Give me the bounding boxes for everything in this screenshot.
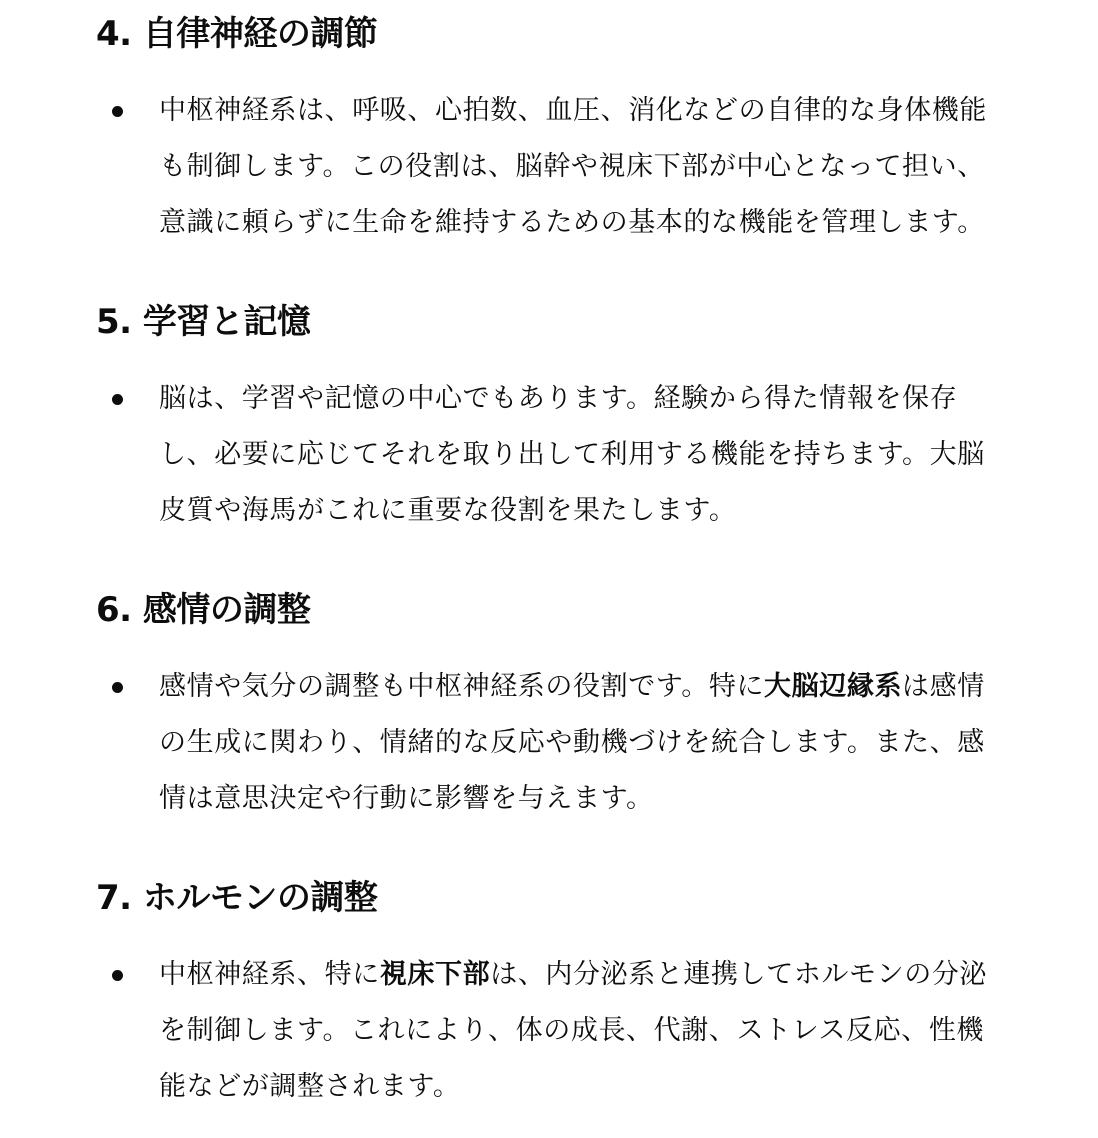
paragraph-line: 脳は、学習や記憶の中心でもあります。経験から得た情報を保存 bbox=[159, 383, 958, 414]
paragraph-line: の生成に関わり、情緒的な反応や動機づけを統合します。また、感 bbox=[159, 727, 985, 758]
paragraph-line bbox=[159, 947, 1059, 1003]
bullet-icon bbox=[112, 106, 123, 117]
text-run: は感情 bbox=[902, 671, 985, 702]
section-paragraph bbox=[159, 83, 1059, 251]
paragraph-line: を制御します。これにより、体の成長、代謝、ストレス反応、性機 bbox=[159, 1015, 985, 1046]
section-heading: 4. 自律神経の調節 bbox=[96, 14, 378, 54]
text-run: は、内分泌系と連携してホルモンの分泌 bbox=[490, 959, 988, 990]
section-paragraph bbox=[159, 371, 1059, 539]
text-run: 感情や気分の調整も中枢神経系の役割です。特に bbox=[159, 671, 765, 702]
section-paragraph bbox=[159, 659, 1059, 827]
text-run: 中枢神経系、特に bbox=[159, 959, 380, 990]
paragraph-line: 中枢神経系は、呼吸、心拍数、血圧、消化などの自律的な身体機能 bbox=[159, 95, 987, 126]
bold-term-limbic-system: 大脳辺縁系 bbox=[764, 671, 903, 702]
paragraph-line: 情は意思決定や行動に影響を与えます。 bbox=[159, 783, 654, 814]
paragraph-line: 意識に頼らずに生命を維持するための基本的な機能を管理します。 bbox=[159, 207, 985, 238]
section-paragraph bbox=[159, 947, 1059, 1115]
paragraph-line: し、必要に応じてそれを取り出して利用する機能を持ちます。大脳 bbox=[159, 439, 985, 470]
paragraph-line bbox=[159, 659, 1059, 715]
paragraph-line: も制御します。この役割は、脳幹や視床下部が中心となって担い、 bbox=[159, 151, 985, 182]
bullet-icon bbox=[112, 970, 123, 981]
paragraph-line: 能などが調整されます。 bbox=[159, 1071, 461, 1102]
bullet-icon bbox=[112, 682, 123, 693]
bold-term-hypothalamus: 視床下部 bbox=[379, 959, 491, 990]
section-heading: 5. 学習と記憶 bbox=[96, 302, 311, 342]
section-heading: 6. 感情の調整 bbox=[96, 590, 311, 630]
bullet-icon bbox=[112, 394, 123, 405]
section-heading: 7. ホルモンの調整 bbox=[96, 878, 378, 918]
paragraph-line: 皮質や海馬がこれに重要な役割を果たします。 bbox=[159, 495, 737, 526]
